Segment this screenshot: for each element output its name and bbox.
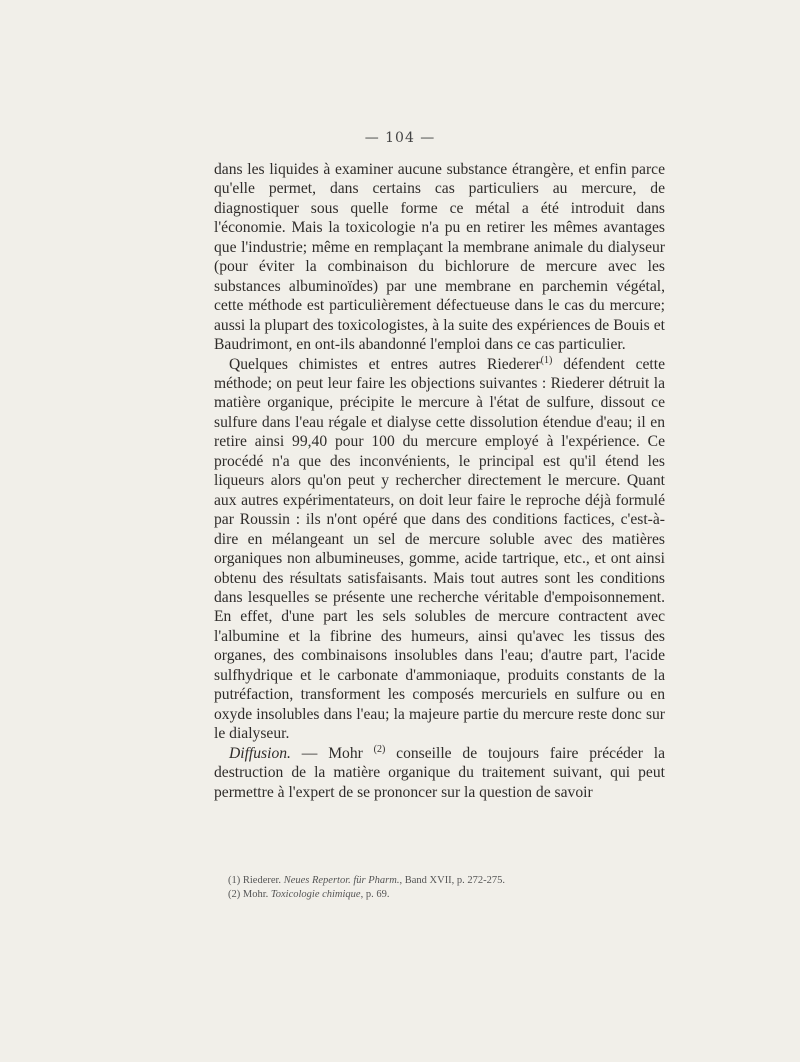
paragraph-3-text-rest: conseille de toujours faire précéder la destruction de la matière organique du traitement suivant, qui peut permettre à l'expert de se prononcer sur la question de savoir <box>214 744 665 801</box>
section-title-diffusion: Diffusion. <box>229 744 291 762</box>
page-number: — 104 — <box>364 130 436 146</box>
paragraph-3 <box>214 744 665 802</box>
footnote-1 <box>228 874 668 888</box>
body-text <box>214 160 665 802</box>
paragraph-1: dans les liquides à examiner aucune substance étrangère, et enfin parce qu'elle permet, dans certains cas particuliers au mercure, de diagnostiquer sous quelle forme ce métal a été introduit dans l'économie. Mais la toxicologie n'a pu en retirer les mêmes avantages que l'industrie; même en remplaçant la membrane animale du dialyseur (pour éviter la combinaison du bichlorure de mercure avec les substances albuminoïdes) par une membrane en parchemin végétal, cette méthode est particulièrement défectueuse dans le cas du mercure; aussi la plupart des toxicologistes, à la suite des expériences de Bouis et Baudrimont, en ont-ils abandonné l'emploi dans ce cas particulier. <box>214 161 665 354</box>
footnote-ref-2: (2) <box>373 743 386 755</box>
footnote-ref-1: (1) <box>540 354 553 366</box>
footnote-2-author: (2) Mohr. <box>228 889 271 900</box>
footnote-1-ref: , Band XVII, p. 272-275. <box>399 875 506 886</box>
paragraph-2-text-start: Quelques chimistes et entres autres Riederer <box>229 355 541 373</box>
paragraph-2 <box>214 355 665 744</box>
footnote-2-title: Toxicologie chimique <box>270 889 361 900</box>
footnote-2 <box>228 888 668 902</box>
paragraph-2-text-rest: défendent cette méthode; on peut leur faire les objections suivantes : Riederer détruit la matière organique, précipite le mercure à l'état de sulfure, dissout ce sulfure dans l'eau régale et dialyse cette dissolution étendue d'eau; il en retire ainsi 99,40 pour 100 du mercure employé à l'expérience. Ce procédé n'a que des inconvénients, le principal est qu'il étend les liqueurs alors qu'on peut y rechercher directement le mercure. Quant aux autres expérimentateurs, on doit leur faire le reproche déjà formulé par Roussin : ils n'ont opéré que dans des conditions factices, c'est-à-dire en mélangeant un sel de mercure soluble avec des matières organiques non albumineuses, gomme, acide tartrique, etc., et ont ainsi obtenu des résultats satisfaisants. Mais tout autres sont les conditions dans lesquelles se présente une recherche véritable d'empoisonnement. En effet, d'une part les sels solubles de mercure contractent avec l'albumine et la fibrine des humeurs, ainsi qu'avec les tissus des organes, des combinaisons insolubles dans l'eau; d'autre part, l'acide sulfhydrique et le carbonate d'ammoniaque, produits constants de la putréfaction, transforment les composés mercuriels en sulfure ou en oxyde insolubles dans l'eau; la majeure partie du mercure reste donc sur le dialyseur. <box>214 355 665 743</box>
footnote-1-author: (1) Riederer. <box>228 875 284 886</box>
footnote-2-ref: , p. 69. <box>360 889 390 900</box>
paragraph-3-text-start: — Mohr <box>290 744 374 762</box>
footnote-1-title: Neues Repertor. für Pharm. <box>283 875 400 886</box>
footnotes <box>228 874 668 902</box>
